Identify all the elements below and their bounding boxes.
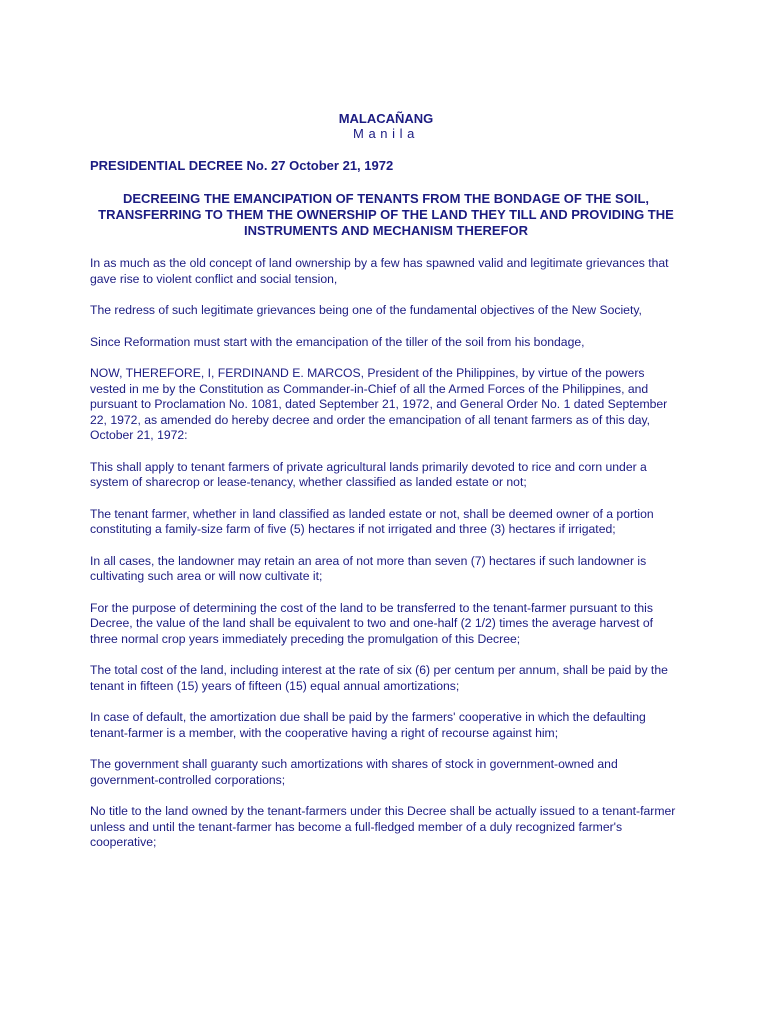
paragraph: For the purpose of determining the cost of the land to be transferred to the tenant-farmer pursuant to this Decree, the value of the land shall be equivalent to two and one-half (2 1/2) times the average harvest of three normal crop years immediately preceding the promulgation of this Decree; bbox=[90, 600, 653, 646]
decree-body bbox=[90, 256, 682, 851]
paragraph: Since Reformation must start with the emancipation of the tiller of the soil from his bondage, bbox=[90, 334, 585, 349]
paragraph: No title to the land owned by the tenant-farmers under this Decree shall be actually issued to a tenant-farmer unless and until the tenant-farmer has become a full-fledged member of a duly recognized farmer's cooperative; bbox=[90, 804, 676, 849]
paragraph: This shall apply to tenant farmers of private agricultural lands primarily devoted to rice and corn under a system of sharecrop or lease-tenancy, whether classified as landed estate or not; bbox=[90, 459, 647, 489]
paragraph: The total cost of the land, including interest at the rate of six (6) per centum per annum, shall be paid by the tenant in fifteen (15) years of fifteen (15) equal annual amortizations; bbox=[90, 663, 668, 693]
document-page bbox=[90, 0, 682, 867]
decree-title: DECREEING THE EMANCIPATION OF TENANTS FROM THE BONDAGE OF THE SOIL, TRANSFERRING TO THEM THE OWNERSHIP OF THE LAND THEY TILL AND PROVIDING THE INSTRUMENTS AND MECHANISM THEREFOR bbox=[98, 191, 674, 238]
paragraph: In case of default, the amortization due shall be paid by the farmers' cooperative in which the defaulting tenant-farmer is a member, with the cooperative having a right of recourse against him; bbox=[90, 710, 646, 740]
issuing-office: MALACAÑANG bbox=[338, 111, 434, 126]
document-header bbox=[90, 111, 682, 141]
paragraph: The government shall guaranty such amortizations with shares of stock in government-owned and government-controlled corporations; bbox=[90, 757, 618, 787]
paragraph: In all cases, the landowner may retain an area of not more than seven (7) hectares if such landowner is cultivating such area or will now cultivate it; bbox=[90, 553, 647, 583]
decree-number-date: PRESIDENTIAL DECREE No. 27 October 21, 1972 bbox=[90, 158, 394, 173]
paragraph: NOW, THEREFORE, I, FERDINAND E. MARCOS, President of the Philippines, by virtue of the powers vested in me by the Constitution as Commander-in-Chief of all the Armed Forces of the Philippines, and pursuant to Proclamation No. 1081, dated September 21, 1972, and General Order No. 1 dated September 22, 1972, as amended do hereby decree and order the emancipation of all tenant farmers as of this day, October 21, 1972: bbox=[90, 366, 668, 442]
paragraph: The redress of such legitimate grievances being one of the fundamental objectives of the New Society, bbox=[90, 303, 642, 317]
issuing-city: Manila bbox=[353, 126, 419, 141]
paragraph: In as much as the old concept of land ownership by a few has spawned valid and legitimate grievances that gave rise to violent conflict and social tension, bbox=[90, 256, 669, 286]
paragraph: The tenant farmer, whether in land classified as landed estate or not, shall be deemed owner of a portion constituting a family-size farm of five (5) hectares if not irrigated and three (3) hectares if irrigated; bbox=[90, 506, 654, 536]
